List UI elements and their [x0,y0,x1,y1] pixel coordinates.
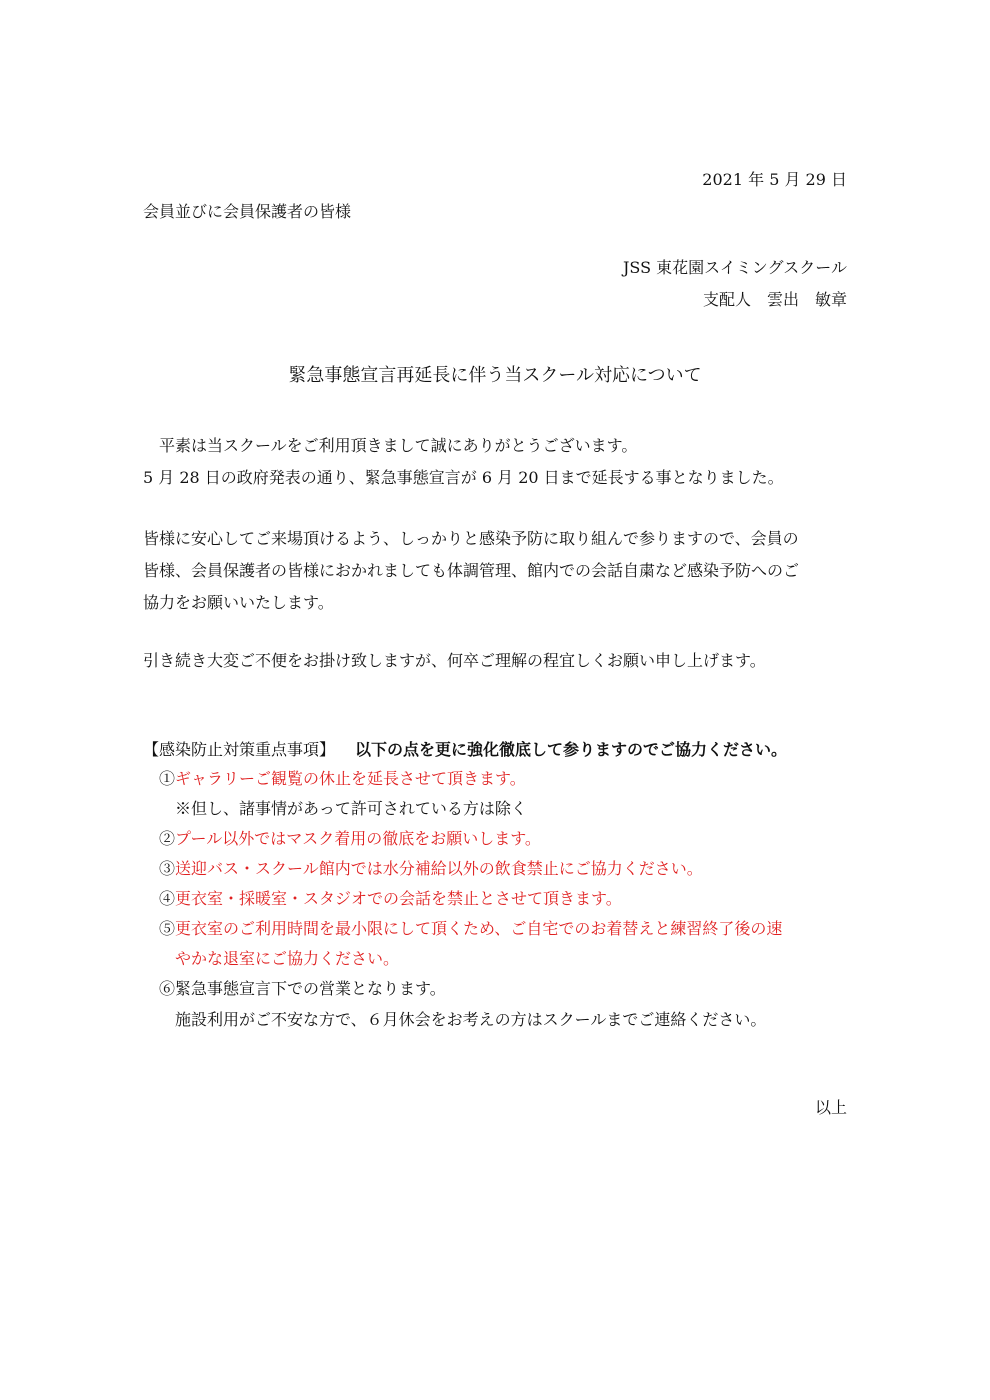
measure-item-1-note [175,799,527,819]
item-text: 緊急事態宣言下での営業となります。 [175,979,446,998]
paragraph-2-line-1: 皆様に安心してご来場頂けるよう、しっかりと感染予防に取り組んで参りますので、会員の [143,529,799,548]
measures-heading-text: 以下の点を更に強化徹底して参りますのでご協力ください。 [355,740,788,759]
document-title: 緊急事態宣言再延長に伴う当スクール対応について [288,365,702,386]
paragraph-2-line-3: 協力をお願いいたします。 [143,593,334,612]
measure-item-3 [159,859,703,879]
measure-item-1 [159,769,526,789]
item-number: ① [159,769,176,788]
paragraph-1-line-2: 5 月 28 日の政府発表の通り、緊急事態宣言が 6 月 20 日まで延長する事となりました。 [143,468,784,487]
item-number: ⑥ [159,979,176,998]
measures-heading [143,740,787,760]
item-text: ギャラリーご観覧の休止を延長させて頂きます。 [175,769,526,788]
item-text: やかな退室にご協力ください。 [175,949,400,968]
paragraph-3: 引き続き大変ご不便をお掛け致しますが、何卒ご理解の程宜しくお願い申し上げます。 [143,651,766,670]
item-number: ③ [159,859,176,878]
item-text: ※但し、諸事情があって許可されている方は除く [175,799,527,818]
measure-item-5-cont [175,949,399,969]
measure-item-5 [159,919,782,939]
item-number: ⑤ [159,919,176,938]
item-text: 更衣室のご利用時間を最小限にして頂くため、ご自宅でのお着替えと練習終了後の速 [175,919,783,938]
item-text: 施設利用がご不安な方で、６月休会をお考えの方はスクールまでご連絡ください。 [175,1010,767,1029]
sender-organization: JSS 東花園スイミングスクール [622,258,847,277]
item-text: 送迎バス・スクール館内では水分補給以外の飲食禁止にご協力ください。 [175,859,703,878]
measure-item-6-note [175,1010,766,1030]
closing-mark: 以上 [814,1098,847,1117]
paragraph-1-line-1: 平素は当スクールをご利用頂きまして誠にありがとうございます。 [159,436,638,455]
recipient-line: 会員並びに会員保護者の皆様 [143,202,352,221]
item-text: プール以外ではマスク着用の徹底をお願いします。 [175,829,541,848]
document-date: 2021 年 5 月 29 日 [702,170,847,189]
measure-item-4 [159,889,622,909]
measure-item-2 [159,829,541,849]
item-number: ④ [159,889,176,908]
sender-person: 支配人 雲出 敏章 [702,290,847,309]
item-text: 更衣室・採暖室・スタジオでの会話を禁止とさせて頂きます。 [175,889,622,908]
measures-heading-label: 【感染防止対策重点事項】 [143,740,336,759]
item-number: ② [159,829,176,848]
measure-item-6 [159,979,446,999]
paragraph-2-line-2: 皆様、会員保護者の皆様におかれましても体調管理、館内での会話自粛など感染予防へのご [143,561,800,580]
